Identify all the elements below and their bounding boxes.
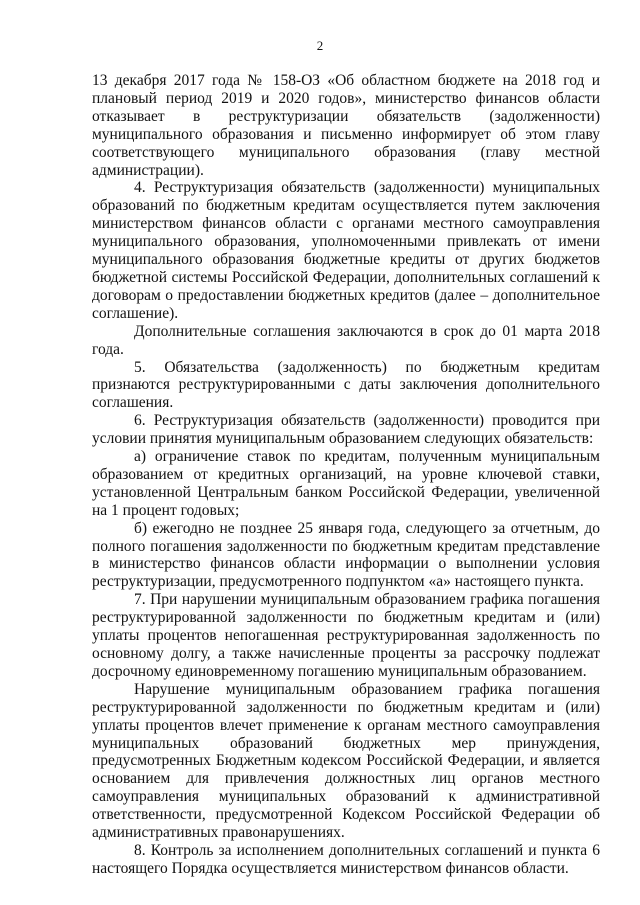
document-body [92,72,600,878]
paragraph-subitem-a: а) ограничение ставок по кредитам, полученным муниципальным образованием от кредитных организаций, на уровне ключевой ставки, установленной Центральным банком Российской Федерации, увеличенной на 1 процент годовых; [92,448,600,519]
paragraph-item-4: 4. Реструктуризация обязательств (задолженности) муниципальных образований по бюджетным кредитам осуществляется путем заключения министерством финансов области с органами местного самоуправления муниципального образования, уполномоченными привлекать от имени муниципального образования бюджетные кредиты от других бюджетов бюджетной системы Российской Федерации, дополнительных соглашений к договорам о предоставлении бюджетных кредитов (далее – дополнительное соглашение). [92,179,600,322]
paragraph-item-5: 5. Обязательства (задолженность) по бюджетным кредитам признаются реструктурированными с даты заключения дополнительного соглашения. [92,358,600,412]
paragraph-item-7: 7. При нарушении муниципальным образованием графика погашения реструктурированной задолженности по бюджетным кредитам и (или) уплаты процентов непогашенная реструктурированная задолженность по основному долгу, а также начисленные проценты за рассрочку подлежат досрочному единовременному погашению муниципальным образованием. [92,591,600,680]
page-number: 2 [316,38,324,53]
paragraph-item-6: 6. Реструктуризация обязательств (задолженности) проводится при условии принятия муниципальным образованием следующих обязательств: [92,412,600,448]
paragraph-subitem-b: б) ежегодно не позднее 25 января года, следующего за отчетным, до полного погашения задолженности по бюджетным кредитам представление в министерство финансов области информации о выполнении условия реструктуризации, предусмотренного подпунктом «а» настоящего пункта. [92,519,600,591]
paragraph-violation: Нарушение муниципальным образованием графика погашения реструктурированной задолженности по бюджетным кредитам и (или) уплаты процентов влечет применение к органам местного самоуправления муниципальных образований бюджетных мер принуждения, предусмотренных Бюджетным кодексом Российской Федерации, и является основанием для привлечения должностных лиц органов местного самоуправления муниципальных образований к административной ответственности, предусмотренной Кодексом Российской Федерации об административных правонарушениях. [92,680,600,842]
paragraph-continuation-refusal: 13 декабря 2017 года № 158-ОЗ «Об областном бюджете на 2018 год и плановый период 2019 и 2020 годов», министерство финансов области отказывает в реструктуризации обязательств (задолженности) муниципального образования и письменно информирует об этом главу соответствующего муниципального образования (главу местной администрации). [92,72,600,179]
paragraph-item-8: 8. Контроль за исполнением дополнительных соглашений и пункта 6 настоящего Порядка осуществляется министерством финансов области. [92,841,600,877]
paragraph-deadline: Дополнительные соглашения заключаются в срок до 01 марта 2018 года. [92,322,600,358]
